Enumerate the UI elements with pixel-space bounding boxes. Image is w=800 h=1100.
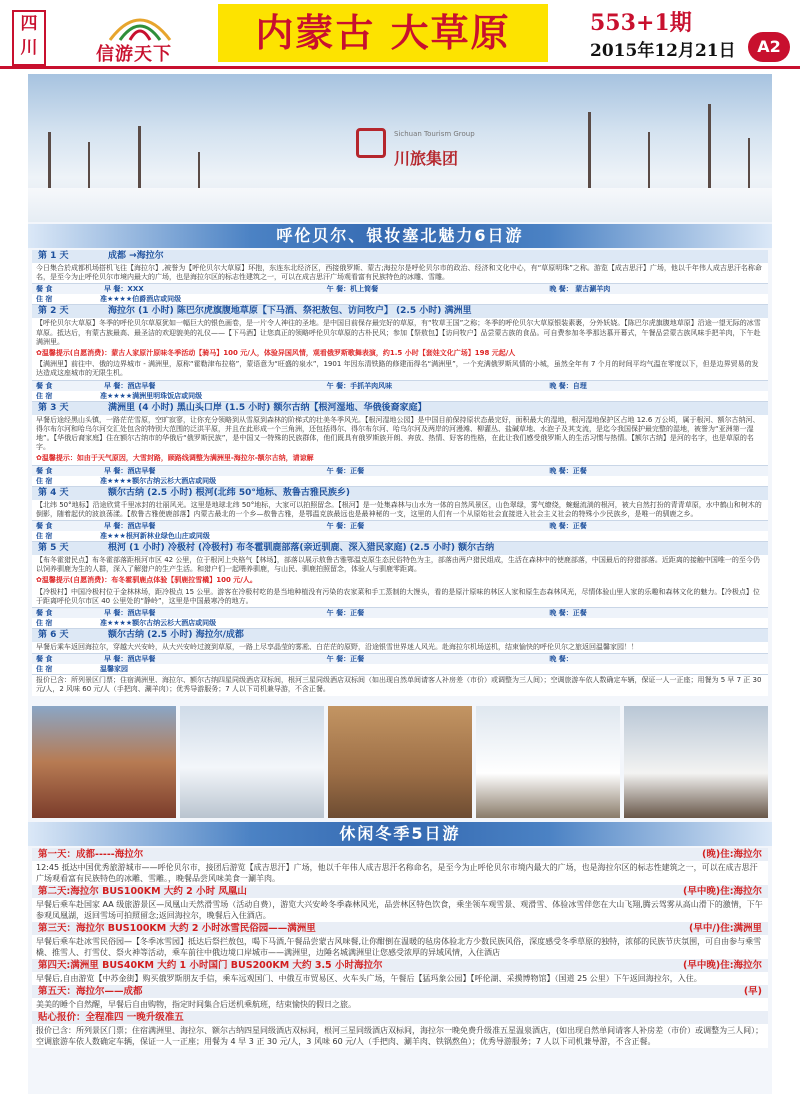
brand-name: 信游天下 bbox=[96, 44, 172, 65]
day-tip: ✿温馨提示：如由于天气原因，大雪封路，顾路线调整为满洲里-海拉尔-额尔古纳，请谅解 bbox=[32, 453, 768, 464]
meal-row: 餐 食 早 餐：酒店早餐 午 餐：手抓羊肉风味 晚 餐：自理 bbox=[32, 380, 768, 391]
photo-snow-road bbox=[476, 706, 620, 818]
day-header: 第 6 天 额尔古纳 (2.5 小时) 海拉尔/成都 bbox=[32, 629, 768, 642]
day-header: 第 1 天 成都 →海拉尔 bbox=[32, 250, 768, 263]
page-badge: A2 bbox=[748, 32, 790, 62]
day2-header: 第五天：海拉尔——成都 (早) bbox=[32, 985, 768, 998]
itinerary-5day bbox=[32, 848, 768, 1048]
section1-title: 呼伦贝尔、银妆塞北魅力6日游 bbox=[28, 224, 772, 248]
photo-strip bbox=[32, 706, 768, 818]
stay-row: 住 宿 准★★★根河新林业绿色山庄或同级 bbox=[32, 531, 768, 542]
group-name-en: Sichuan Tourism Group bbox=[394, 130, 475, 138]
day2-header: 第四天:满洲里 BUS40KM 大约 1 小时国门 BUS200KM 大约 3.5 小时海拉尔 (早中晚)住:海拉尔 bbox=[32, 959, 768, 972]
itinerary-6day bbox=[32, 250, 768, 696]
day2-header: 第三天：海拉尔 BUS100KM 大约 2 小时冰雪民俗园——满洲里 (早中/)住:满洲里 bbox=[32, 922, 768, 935]
province-badge: 四川 bbox=[12, 10, 46, 66]
main-content bbox=[28, 74, 772, 1094]
photo-horse-riders bbox=[624, 706, 768, 818]
stay-row: 住 宿 准★★★★伯爵酒店或同级 bbox=[32, 294, 768, 305]
day2-text: 早餐后乘车赴冰雪民俗园—【冬季冰雪园】抵达后祭拦敖包，喝下马酒,午餐品尝蒙古风味餐,让你酣倒在温暖的毡房体验北方少数民族风俗，深度感受冬季草原的独特，浓郁的民族节庆氛围，可自由参与乘雪橇、推雪人、打雪仗、祭火神等活动，乘车前往中俄边境口岸城市——满洲里，边陲名城满洲里让您感受浓厚的异域风情，入住酒店 bbox=[32, 935, 768, 959]
day-text: 今日集合於成都机场搭机飞往【海拉尔】,被誉为【呼伦贝尔大草原】环抱，东连东北经济区，西接俄罗斯、蒙古;海拉尔是呼伦贝尔市的政治、经济和文化中心，有“草原明珠”之称。游览【成吉思汗】广场，他以千年伟人成吉思汗名称命名，是至今为止呼伦贝尔市境内最大的广场，也是海拉尔区的标志性建筑之一，可以在成吉思汗广场观看富有民族特色的冰雕、雪雕。 bbox=[32, 263, 768, 283]
stay-row: 住 宿 温馨家园 bbox=[32, 664, 768, 675]
day-header: 第 4 天 额尔古纳 (2.5 小时) 根河(北纬 50°地标、敖鲁古雅民族乡) bbox=[32, 487, 768, 500]
page-header bbox=[0, 0, 800, 68]
day2-header: 第二天:海拉尔 BUS100KM 大约 2 小时 凤凰山 (早中晚)住:海拉尔 bbox=[32, 885, 768, 898]
day-text: 早餐后途经黑山头镇，一路茫茫雪原，空旷寂寥，让你充分领略到从雪原到森林的阶梯式的壮美冬季风光。【根河湿地公园】是中国目前保持原状态最完好，面积最大的湿地，根河湿地保护区占地 12.6 万公顷，属于根河、额尔古纳河、得尔布尔河和哈乌尔河交汇处包含的特别大范围的泛洪平原，并且在此形成一个三角洲，还包括得尔、得尔布尔河、哈乌尔河及两岸的河漫滩、柳灌丛、盐碱草地、水泡子及其支流，是迄今我国保护最完整的湿地，被誉为“亚洲第一湿地”。【华俄后裔家庭】住在额尔古纳市的华俄后“俄罗斯民族”，是中国又一特殊的民族群体，他们既具有俄罗斯族开朗、奔放、热情、好客的性格，在此让我们感受俄罗斯人的生活习惯与热情。【额尔古纳】是河的名字，也是草原的名字。 bbox=[32, 415, 768, 454]
price-info: 报价已含：所列景区门票；住宿满洲里、海拉尔、额尔古纳四星同级酒店双标间，根河三星同级酒店双标间，海拉尔一晚免费升级准五星温泉酒店，(如出现自然单间请客人补房差（市价）或调整为三人间）；空调旅游车依人数确定车辆，保证一人一正座；用餐为 4 早 3 正 30 元/人，3 风味 60 元/人（手把肉、涮羊肉、铁锅熬鱼）；优秀导游服务；7 人以下司机兼导游，不含正餐。 bbox=[32, 1024, 768, 1048]
hero-winter-image bbox=[28, 74, 772, 222]
day-text: 早餐后乘车返回海拉尔，穿越大兴安岭，从大兴安岭过渡到草原，一路上尽享晶莹的雾凇、白茫茫的原野，沿途银雪世界迷人风光。赴海拉尔机场送机，结束愉快的呼伦贝尔之旅返回温馨家园！！ bbox=[32, 642, 768, 653]
day2-text: 早餐后乘车赴国家 AA 级旅游景区—凤凰山天然滑雪场（活动自费），游览大兴安岭冬季森林风光，品尝林区特色饮食，乘坐领车观雪景、观滑雪、体验冰雪伴您在大山飞翔,腾云驾雾从高山滑下的激情，下午参观凤凰湖，返回雪场可拍照留念;返回海拉尔，晚餐后入住酒店。 bbox=[32, 898, 768, 922]
day-text: 【北纬 50°地标】沿途欣赏千里冰封的壮丽风光。这里是地球北纬 50°地标，大家可以拍照留念。【根河】是一处集森林与山水为一体的自然风景区，山色翠绿，雾气缭绕，蜿蜒流淌的根河，被大自然打扮的青青草原，水中鹤山和树木的倒影，随着起伏的波浪荡漾。【敖鲁古雅使鹿部落】内蒙古最北的一个乡—敖鲁古雅，是鄂温克族最远也是最神秘的一支，这里的人们有一个从原始社会直接进入社会主义社会的特殊小少民族乡，是唯一的驯鹿之乡。 bbox=[32, 500, 768, 520]
photo-mongolian-girl bbox=[32, 706, 176, 818]
meal-row: 餐 食 早 餐：酒店早餐 午 餐：正餐 晚 餐：正餐 bbox=[32, 520, 768, 531]
price-info: 报价已含：所列景区门票；住宿满洲里、海拉尔、额尔古纳四星同级酒店双标间，根河三星同级酒店双标间（如出现自然单间请客人补房差（市价）或调整为三人间）；空调旅游车依人数确定车辆，保证一人一正座；用餐为 5 早 7 正 30 元/人，2 风味 60 元/人（手把肉、涮羊肉）；优秀导游服务；7 人以下司机兼导游，不含正餐。 bbox=[32, 675, 768, 695]
day-text: 【布冬霍猎民点】布冬霍部落距根河市区 42 公里，位于根河上央格气【林场】，部落以展示敖鲁古雅鄂温克原生态民俗特色为主，部落由两户猎民组成，生活在森林中的使鹿部落，中国最后的狩猎部落。近距离的接触中国唯一的至今仍以饲养驯鹿为生的人群，深入了解猎户的生产生活。和猎户们一起喂养驯鹿，与山民、驯鹿拍照留念，体验人与驯鹿零距离。 bbox=[32, 555, 768, 575]
day2-text: 美美的睡个自然醒，早餐后自由购物，指定时间集合后送机乘航班，结束愉快的假日之旅。 bbox=[32, 998, 768, 1011]
day-header: 第 5 天 根河 (1 小时) 冷极村 (冷极村) 布冬霍驯鹿部落(亲近驯鹿、深入猎民家庭) (2.5 小时) 额尔古纳 bbox=[32, 542, 768, 555]
photo-snow-forest bbox=[180, 706, 324, 818]
photo-camels bbox=[328, 706, 472, 818]
header-divider bbox=[0, 66, 800, 69]
group-symbol-icon bbox=[356, 128, 386, 158]
meal-row: 餐 食 早 餐：酒店早餐 午 餐：正餐 晚 餐：正餐 bbox=[32, 465, 768, 476]
meal-row: 餐 食 早 餐：酒店早餐 午 餐：正餐 晚 餐：正餐 bbox=[32, 607, 768, 618]
day-tip: ✿温馨提示(自愿消费)：蒙古人家原汁原味冬季活动【骑马】100 元/人，体验异国风情，观看俄罗斯歌舞表演，约1.5 小时【套娃文化广场】198 元起/人 bbox=[32, 348, 768, 359]
day-text: 【呼伦贝尔大草原】冬季的呼伦贝尔草原犹如一幅巨大的银色画卷，是一片令人神往的圣地。是中国目前保存最完好的草原，有“牧草王国”之称；冬季的呼伦贝尔大草原银装素裹，分外妖娆。【陈巴尔虎旗腹地草原】沿途一望无际的冰雪草原。抵达后，有蒙古族最高、最圣洁的欢迎貌美的礼仪——【下马酒】让您真正的领略呼伦贝尔草原的古朴民风；参加【祭敖包】【访问牧户】品尝蒙古族的食品。可自费参加冬季那达慕开幕式，午餐品尝蒙古族风味手把羊肉，下午赴满洲里。 bbox=[32, 318, 768, 348]
stay-row: 住 宿 准★★★★满洲里明珠饭店或同级 bbox=[32, 391, 768, 402]
issue-num: 553 bbox=[590, 10, 636, 36]
day-tip: ✿温馨提示(自愿消费)：布冬霍驯鹿点体验【驯鹿拉雪橇】100 元/人。 bbox=[32, 575, 768, 586]
day2-text: 早餐后,自由游览【中苏金街】购买俄罗斯朋友手信，乘车远观国门、中俄互市贸易区、火车头广场，午餐后【猛玛象公园】【呼伦湖、采摸博物馆】（国道 25 公里）下午返回海拉尔，入住。 bbox=[32, 972, 768, 985]
day-header: 第 2 天 海拉尔 (1 小时) 陈巴尔虎旗腹地草原【下马酒、祭祀敖包、访问牧户】 (2.5 小时) 满洲里 bbox=[32, 305, 768, 318]
day-text: 【冷极村】中国冷极村位于金林林场，距冷极点 15 公里。游客在冷极村吃的是当地种植没有污染的农家菜和手工蒸制的大馒头，看的是原汁原味的林区人家和原生态森林风光，尽情体验山里人家的乐趣和森林文化的魅力。【冷极点】位于距离呼伦贝尔市区 40 公里处的“静岭”，这里是中国最寒冷的地方。 bbox=[32, 587, 768, 607]
stay-row: 住 宿 准★★★★额尔古纳云杉大酒店或同级 bbox=[32, 618, 768, 629]
price-header: 贴心报价：全程准四 一晚升级准五 bbox=[32, 1011, 768, 1024]
issue-suffix: 期 bbox=[669, 10, 692, 36]
day2-text: 12:45 抵达中国优秀旅游城市——呼伦贝尔市，接团后游览【成吉思汗】广场，他以千年伟人成吉思汗名称命名，是至今为止呼伦贝尔市境内最大的广场，也是海拉尔区的标志性建筑之一，可以在成吉思汗广场观看富有民族特色的冰雕、雪雕。，晚餐品尝风味美食一涮羊肉。 bbox=[32, 861, 768, 885]
meal-row: 餐 食 早 餐：XXX 午 餐：机上简餐 晚 餐： 蒙古涮羊肉 bbox=[32, 283, 768, 294]
issue-plus: +1 bbox=[635, 10, 670, 36]
snow-ground bbox=[28, 188, 772, 222]
day-text: 【满洲里】前往中、俄的边界城市 - 满洲里，原称“霍勒津布拉格”，蒙语意为“旺盛的泉水”，1901 年因东清铁路的修建而得名“满洲里”，一个充满俄罗斯风情的小城，虽然全年有 7 个月的时间平均气温在零度以下，但是边界贸易的发达造成这座城市的无限生机。 bbox=[32, 359, 768, 379]
issue-date: 2015年12月21日 bbox=[590, 41, 736, 61]
meal-row: 餐 食 早 餐：酒店早餐 午 餐：正餐 晚 餐： bbox=[32, 653, 768, 664]
issue-number bbox=[590, 6, 692, 37]
section2-title: 休闲冬季5日游 bbox=[28, 822, 772, 846]
stay-row: 住 宿 准★★★★额尔古纳云杉大酒店或同级 bbox=[32, 476, 768, 487]
page-title: 内蒙古 大草原 bbox=[218, 4, 548, 62]
day-header: 第 3 天 满洲里 (4 小时) 黑山头口岸 (1.5 小时) 额尔古纳【根河湿地、华俄後裔家庭】 bbox=[32, 402, 768, 415]
group-logo bbox=[356, 126, 506, 186]
day2-header: 第一天：成都-----海拉尔 (晚)住:海拉尔 bbox=[32, 848, 768, 861]
group-name: 川旅集团 bbox=[394, 149, 459, 168]
